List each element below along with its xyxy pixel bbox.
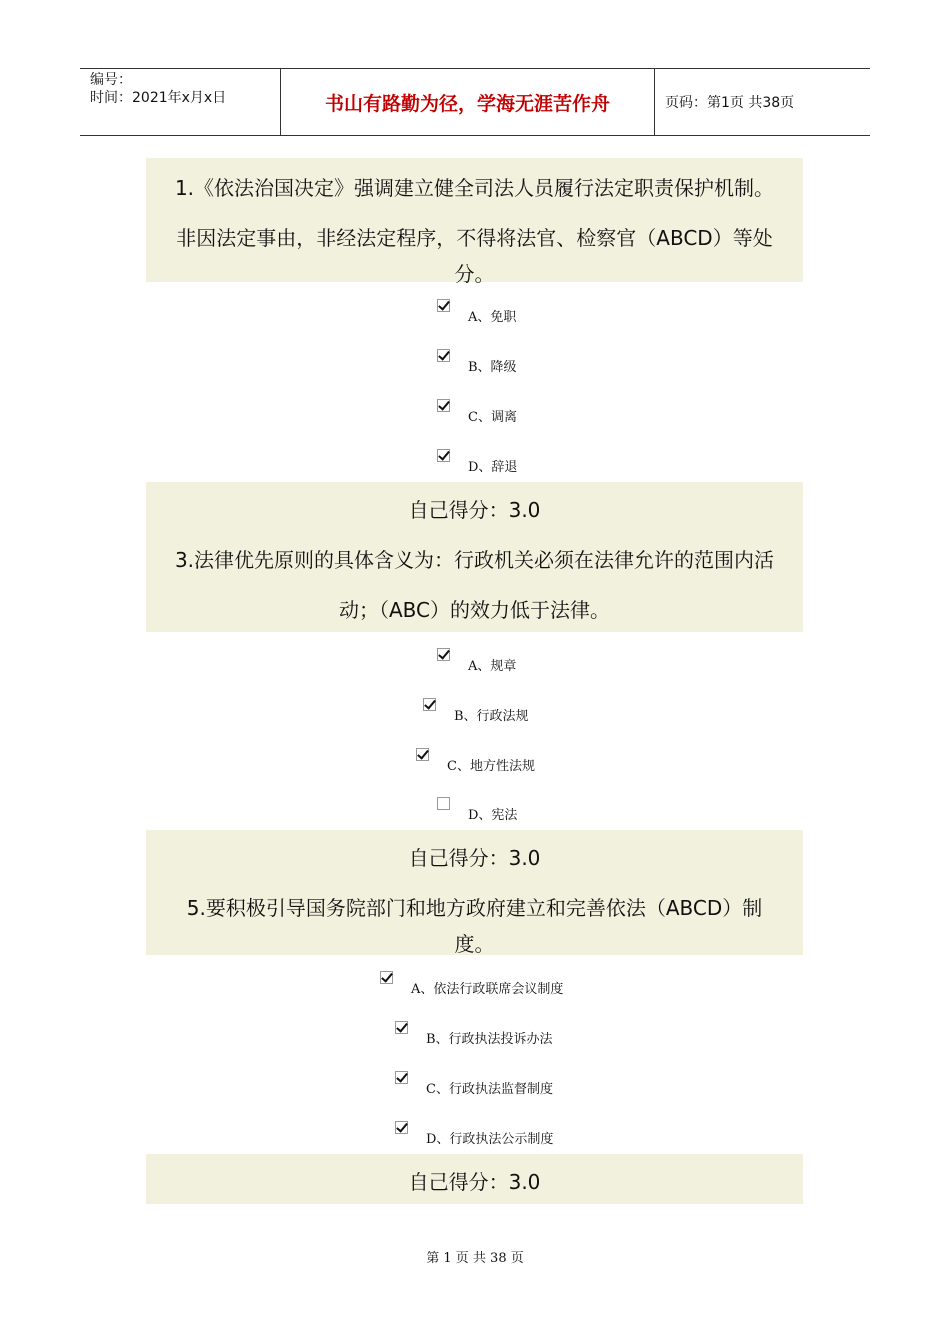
option-3b[interactable] [423,705,529,724]
page-info: 页码：第1页 共38页 [665,95,795,111]
score-3-question-5-band [146,830,803,955]
option-3a[interactable] [437,655,516,674]
option-label: A、依法行政联席会议制度 [411,982,564,997]
score-3: 自己得分：3.0 [408,846,541,870]
motto: 书山有路勤为径，学海无涯苦作舟 [281,69,655,135]
question-3-line-1: 3.法律优先原则的具体含义为：行政机关必须在法律允许的范围内活 [174,548,775,572]
option-label: C、行政执法监督制度 [426,1082,553,1097]
number-label: 编号： [90,72,132,88]
option-3c[interactable] [416,755,535,774]
score-1: 自己得分：3.0 [408,498,541,522]
checkbox[interactable] [395,1021,408,1034]
option-label: B、行政法规 [454,709,529,724]
score-5: 自己得分：3.0 [408,1170,541,1194]
option-1a[interactable] [437,306,516,325]
page-footer: 第 1 页 共 38 页 [426,1251,524,1266]
option-5a[interactable] [380,978,563,997]
option-label: D、行政执法公示制度 [426,1132,554,1147]
checkbox[interactable] [437,349,450,362]
option-label: A、免职 [468,310,517,325]
checkbox[interactable] [416,748,429,761]
score-1-question-3-band [146,482,803,632]
option-label: C、地方性法规 [447,759,535,774]
option-5d[interactable] [395,1128,553,1147]
option-label: A、规章 [468,659,517,674]
question-1-line-3: 分。 [454,262,495,286]
question-5-line-1: 5.要积极引导国务院部门和地方政府建立和完善依法（ABCD）制 [186,896,763,920]
option-label: B、行政执法投诉办法 [426,1032,553,1047]
question-1-line-2: 非因法定事由，非经法定程序，不得将法官、检察官（ABCD）等处 [176,226,773,250]
question-1-line-1: 1.《依法治国决定》强调建立健全司法人员履行法定职责保护机制。 [174,176,775,200]
question-5-line-2: 度。 [454,932,495,956]
checkbox[interactable] [437,299,450,312]
option-label: D、辞退 [468,460,518,475]
option-5c[interactable] [395,1078,553,1097]
option-1c[interactable] [437,406,517,425]
option-label: D、宪法 [468,808,518,823]
checkbox[interactable] [437,399,450,412]
checkbox[interactable] [437,449,450,462]
checkbox[interactable] [380,971,393,984]
checkbox[interactable] [437,797,450,810]
time-label: 时间：2021年x月x日 [90,90,227,106]
checkbox[interactable] [423,698,436,711]
question-1-band [146,158,803,286]
checkbox[interactable] [395,1121,408,1134]
option-label: B、降级 [468,360,517,375]
option-5b[interactable] [395,1028,553,1047]
option-1b[interactable] [437,356,517,375]
page-header [80,68,870,136]
score-5-band [146,1154,803,1204]
header-left [80,69,281,135]
question-3-line-2: 动；（ABC）的效力低于法律。 [338,598,610,622]
option-3d[interactable] [437,804,517,823]
option-label: C、调离 [468,410,517,425]
checkbox[interactable] [437,648,450,661]
option-1d[interactable] [437,456,517,475]
checkbox[interactable] [395,1071,408,1084]
